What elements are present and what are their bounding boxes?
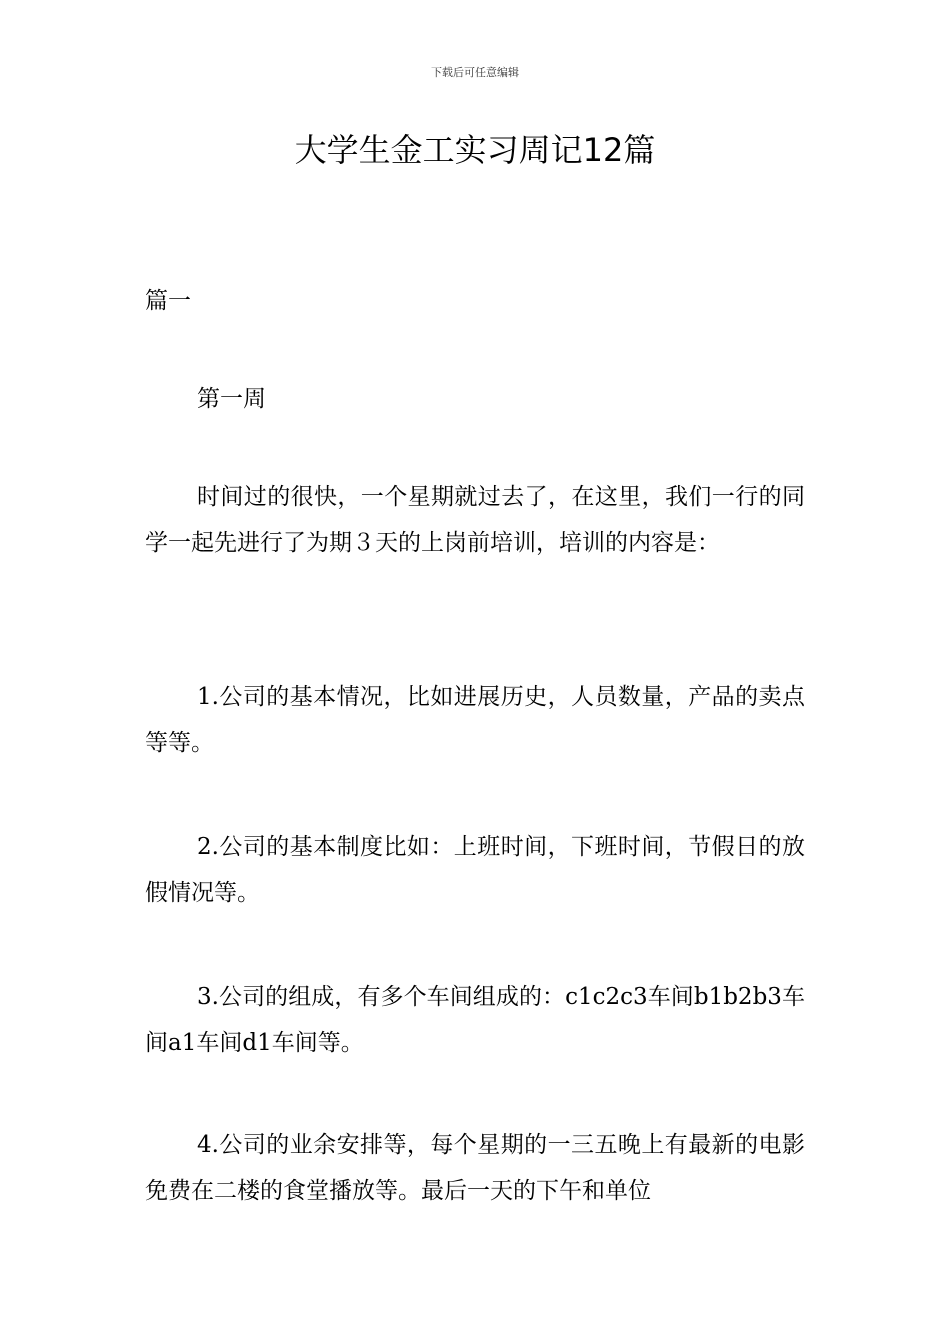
week-heading: 第一周 (197, 386, 266, 412)
list-item: 1.公司的基本情况，比如进展历史，人员数量，产品的卖点等等。 (145, 684, 805, 756)
section-heading: 篇一 (145, 288, 191, 314)
list-item: 4.公司的业余安排等，每个星期的一三五晚上有最新的电影免费在二楼的食堂播放等。最后一天的下午和单位 (145, 1132, 805, 1204)
page-header-note: 下载后可任意编辑 (431, 66, 519, 79)
intro-paragraph: 时间过的很快，一个星期就过去了，在这里，我们一行的同学一起先进行了为期３天的上岗前培训，培训的内容是： (145, 484, 805, 556)
document-title: 大学生金工实习周记12篇 (294, 131, 656, 169)
list-item: 2.公司的基本制度比如：上班时间，下班时间，节假日的放假情况等。 (145, 834, 805, 906)
list-item: 3.公司的组成，有多个车间组成的：c1c2c3车间b1b2b3车间a1车间d1车间等。 (145, 984, 805, 1056)
